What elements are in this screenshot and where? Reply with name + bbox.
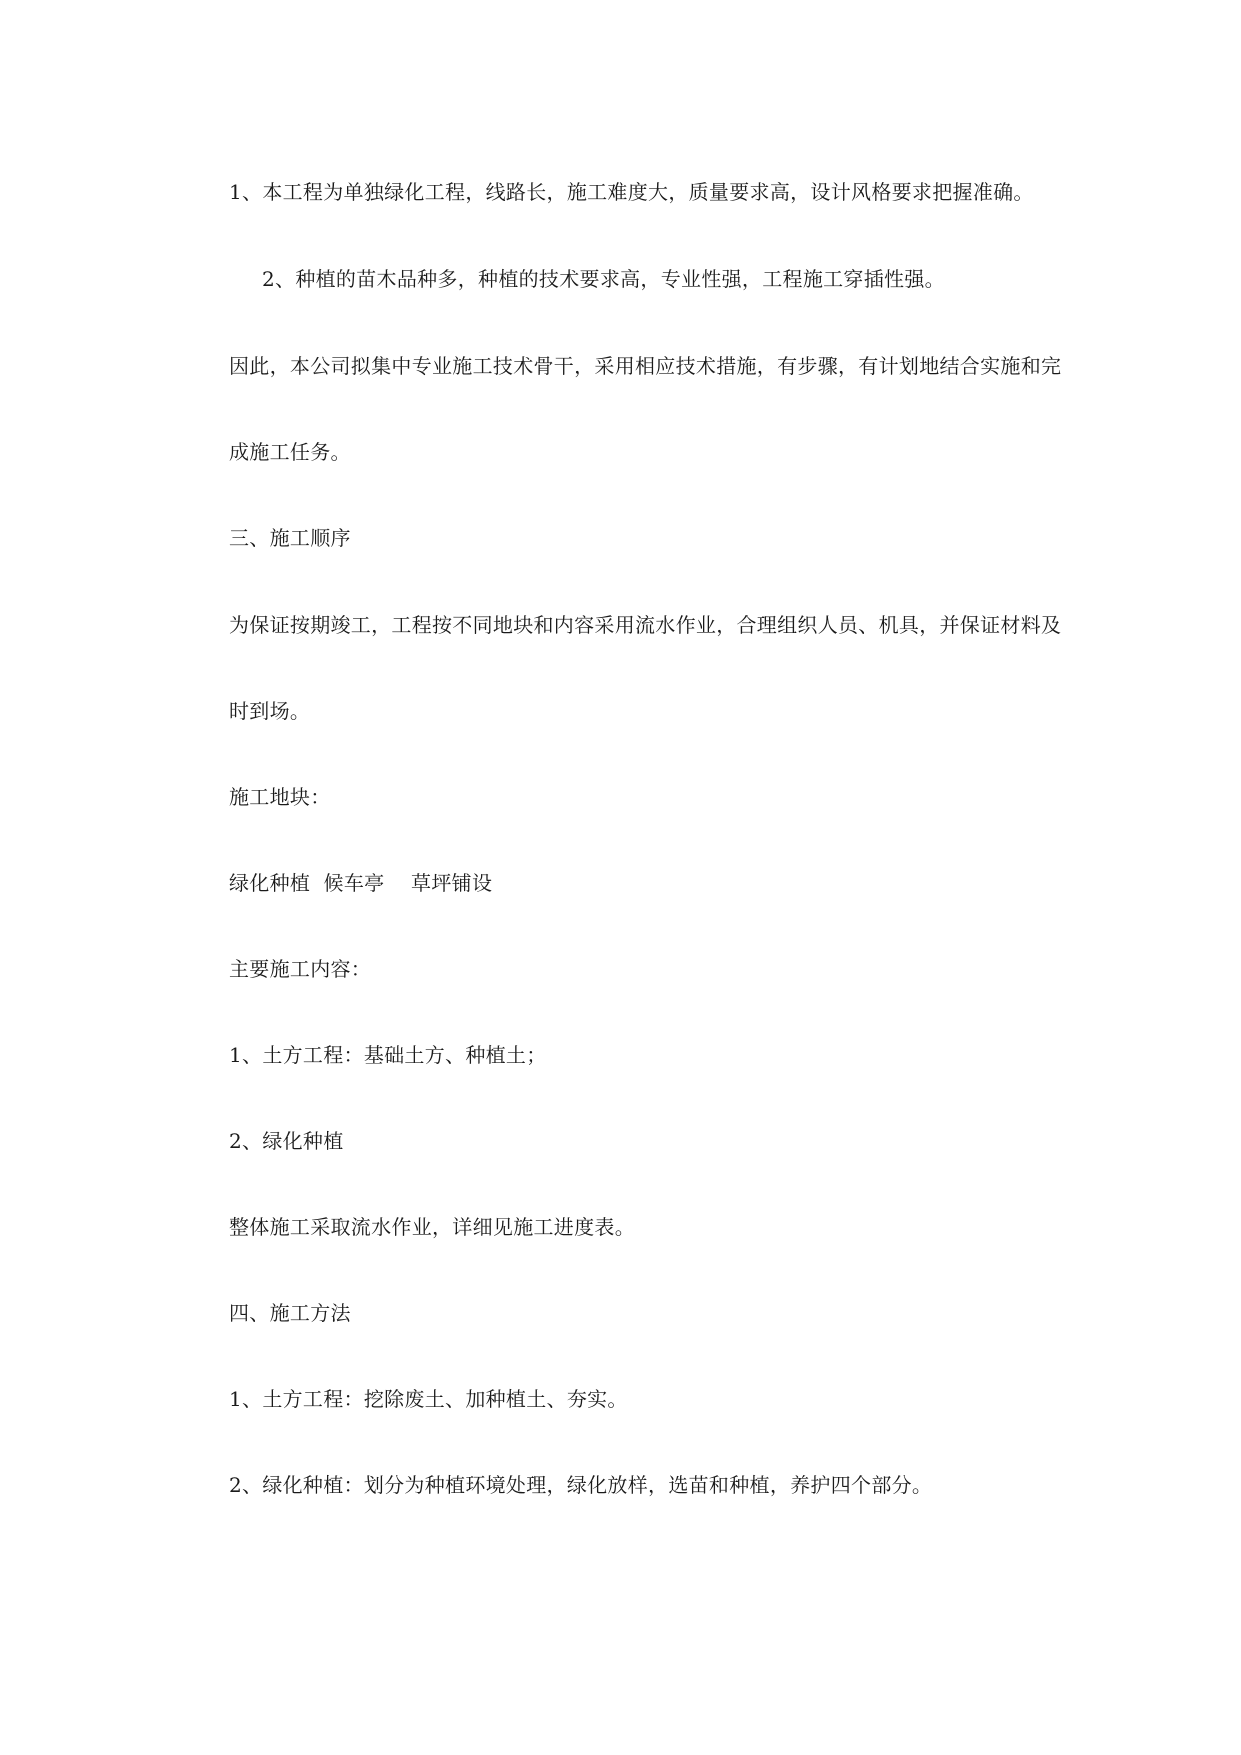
paragraph-schedule: 为保证按期竣工，工程按不同地块和内容采用流水作业，合理组织人员、机具，并保证材料及 (229, 613, 1062, 637)
label-main-content: 主要施工内容： (229, 957, 372, 981)
plot-list: 绿化种植 候车亭 草坪铺设 (229, 871, 493, 895)
content-item-2: 2、绿化种植 (229, 1129, 344, 1153)
paragraph-therefore-cont: 成施工任务。 (229, 440, 351, 464)
paragraph-therefore: 因此，本公司拟集中专业施工技术骨干，采用相应技术措施，有步骤，有计划地结合实施和完 (229, 354, 1062, 378)
paragraph-overall: 整体施工采取流水作业，详细见施工进度表。 (229, 1215, 635, 1239)
section-heading-4: 四、施工方法 (229, 1301, 351, 1325)
method-item-2: 2、绿化种植：划分为种植环境处理，绿化放样，选苗和种植，养护四个部分。 (229, 1473, 933, 1497)
paragraph-schedule-cont: 时到场。 (229, 699, 311, 723)
paragraph-item-1: 1、本工程为单独绿化工程，线路长，施工难度大，质量要求高，设计风格要求把握准确。 (229, 180, 1034, 204)
section-heading-3: 三、施工顺序 (229, 526, 351, 550)
method-item-1: 1、土方工程：挖除废土、加种植土、夯实。 (229, 1387, 628, 1411)
paragraph-item-2: 2、种植的苗木品种多，种植的技术要求高，专业性强，工程施工穿插性强。 (262, 267, 945, 291)
label-plots: 施工地块： (229, 785, 331, 809)
content-item-1: 1、土方工程：基础土方、种植土； (229, 1043, 547, 1067)
